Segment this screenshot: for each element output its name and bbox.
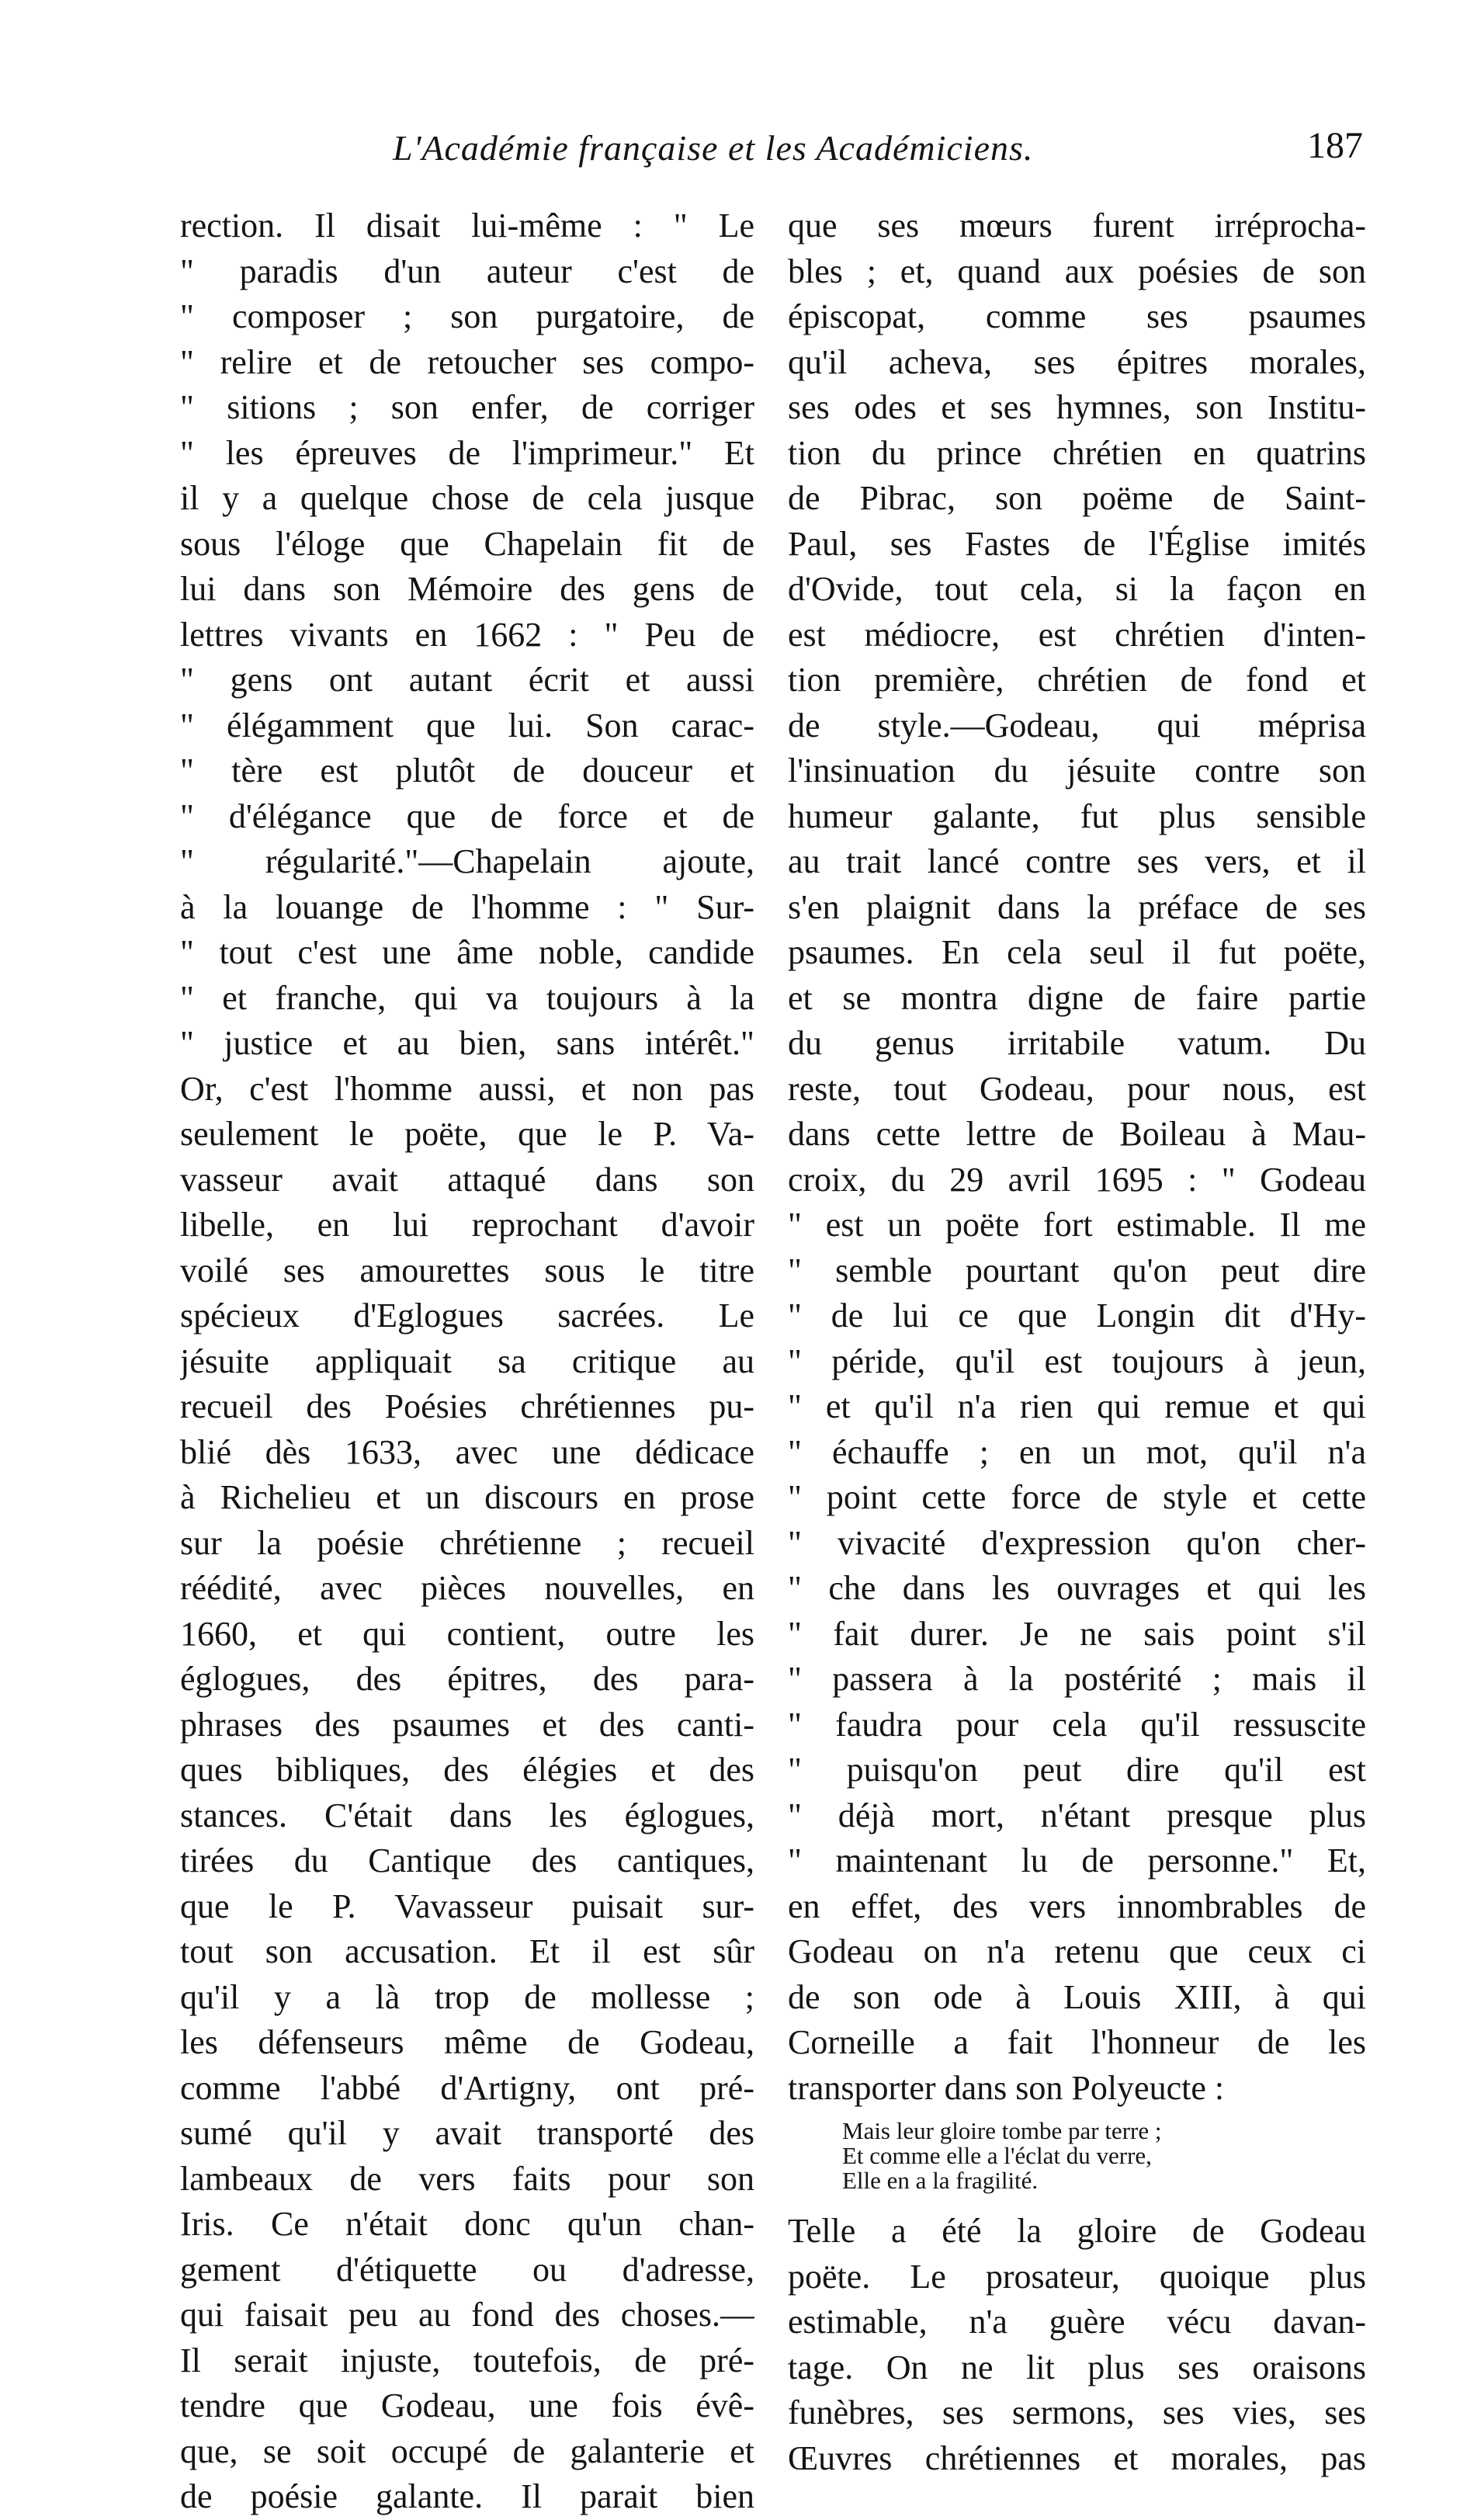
text-line: " et franche, qui va toujours à la bbox=[180, 978, 754, 1017]
text-line: jésuite appliquait sa critique au bbox=[180, 1342, 754, 1380]
text-line: Iris. Ce n'était donc qu'un chan- bbox=[180, 2205, 754, 2243]
text-line: stances. C'était dans les églogues, bbox=[180, 1796, 754, 1834]
text-line: " les épreuves de l'imprimeur." Et bbox=[180, 433, 754, 472]
text-line: tendre que Godeau, une fois évê- bbox=[180, 2386, 754, 2425]
text-line: est médiocre, est chrétien d'inten- bbox=[788, 615, 1366, 654]
text-line: tout son accusation. Et il est sûr bbox=[180, 1932, 754, 1970]
text-line: transporter dans son Polyeucte : bbox=[788, 2068, 1225, 2107]
running-header bbox=[168, 116, 1379, 179]
text-line: s'en plaignit dans la préface de ses bbox=[788, 887, 1366, 926]
text-line: " sitions ; son enfer, de corriger bbox=[180, 388, 754, 426]
verse-line: Et comme elle a l'éclat du verre, bbox=[842, 2142, 1152, 2169]
text-line: gement d'étiquette ou d'adresse, bbox=[180, 2250, 754, 2289]
text-line: au trait lancé contre ses vers, et il bbox=[788, 842, 1366, 880]
text-line: seulement le poëte, que le P. Va- bbox=[180, 1115, 754, 1153]
text-line: " et qu'il n'a rien qui remue et qui bbox=[788, 1387, 1366, 1425]
text-line: de poésie galante. Il parait bien bbox=[180, 2477, 754, 2515]
text-line: tirées du Cantique des cantiques, bbox=[180, 1841, 754, 1880]
running-title: L'Académie française et les Académiciens. bbox=[393, 128, 1034, 168]
text-line: que le P. Vavasseur puisait sur- bbox=[180, 1887, 754, 1925]
text-line: tage. On ne lit plus ses oraisons bbox=[788, 2348, 1366, 2386]
text-line: du genus irritabile vatum. Du bbox=[788, 1024, 1366, 1062]
text-line: psaumes. En cela seul il fut poëte, bbox=[788, 933, 1366, 971]
page-number: 187 bbox=[1307, 125, 1363, 166]
text-line: blié dès 1633, avec une dédicace bbox=[180, 1432, 754, 1471]
text-line: de Pibrac, son poëme de Saint- bbox=[788, 479, 1366, 517]
left-column bbox=[180, 203, 754, 2520]
text-line: ses odes et ses hymnes, son Institu- bbox=[788, 388, 1366, 426]
text-line: de style.—Godeau, qui méprisa bbox=[788, 706, 1366, 745]
text-line: phrases des psaumes et des canti- bbox=[180, 1705, 754, 1744]
text-line: dans cette lettre de Boileau à Mau- bbox=[788, 1115, 1366, 1153]
verse-quote bbox=[842, 2119, 1366, 2193]
text-line: en effet, des vers innombrables de bbox=[788, 1887, 1366, 1925]
text-line: tion première, chrétien de fond et bbox=[788, 661, 1366, 699]
text-line: épiscopat, comme ses psaumes bbox=[788, 297, 1366, 335]
text-line: " composer ; son purgatoire, de bbox=[180, 297, 754, 335]
text-line: poëte. Le prosateur, quoique plus bbox=[788, 2257, 1366, 2296]
text-line: Paul, ses Fastes de l'Église imités bbox=[788, 524, 1366, 563]
text-line: " maintenant lu de personne." Et, bbox=[788, 1841, 1366, 1880]
text-line: spécieux d'Eglogues sacrées. Le bbox=[180, 1296, 754, 1335]
text-line: " échauffe ; en un mot, qu'il n'a bbox=[788, 1432, 1366, 1471]
text-line: réédité, avec pièces nouvelles, en bbox=[180, 1569, 754, 1607]
text-line: à Richelieu et un discours en prose bbox=[180, 1478, 754, 1516]
text-line: " faudra pour cela qu'il ressuscite bbox=[788, 1705, 1366, 1744]
text-line: bles ; et, quand aux poésies de son bbox=[788, 252, 1366, 290]
text-line: sur la poésie chrétienne ; recueil bbox=[180, 1523, 754, 1562]
text-line: " est un poëte fort estimable. Il me bbox=[788, 1206, 1366, 1244]
text-line: " vivacité d'expression qu'on cher- bbox=[788, 1523, 1366, 1562]
text-line: Or, c'est l'homme aussi, et non pas bbox=[180, 1069, 754, 1108]
text-line: que ses mœurs furent irréprocha- bbox=[788, 207, 1366, 245]
text-line: de son ode à Louis XIII, à qui bbox=[788, 1977, 1366, 2016]
text-line: " déjà mort, n'étant presque plus bbox=[788, 1796, 1366, 1834]
text-line: Godeau on n'a retenu que ceux ci bbox=[788, 1932, 1366, 1970]
text-line: croix, du 29 avril 1695 : " Godeau bbox=[788, 1160, 1366, 1199]
text-line: " che dans les ouvrages et qui les bbox=[788, 1569, 1366, 1607]
text-line: " péride, qu'il est toujours à jeun, bbox=[788, 1342, 1366, 1380]
text-line: Corneille a fait l'honneur de les bbox=[788, 2023, 1366, 2061]
text-line: églogues, des épitres, des para- bbox=[180, 1660, 754, 1698]
text-line: sumé qu'il y avait transporté des bbox=[180, 2114, 754, 2152]
text-line: " point cette force de style et cette bbox=[788, 1478, 1366, 1516]
right-column bbox=[788, 203, 1366, 2481]
text-line: tion du prince chrétien en quatrins bbox=[788, 433, 1366, 472]
text-line: " puisqu'on peut dire qu'il est bbox=[788, 1751, 1366, 1789]
text-line: " de lui ce que Longin dit d'Hy- bbox=[788, 1296, 1366, 1335]
text-line: il y a quelque chose de cela jusque bbox=[180, 479, 754, 517]
text-line: " gens ont autant écrit et aussi bbox=[180, 661, 754, 699]
text-line: rection. Il disait lui-même : " Le bbox=[180, 207, 754, 245]
text-line: " élégamment que lui. Son carac- bbox=[180, 706, 754, 745]
verse-line: Mais leur gloire tombe par terre ; bbox=[842, 2117, 1162, 2144]
text-line: libelle, en lui reprochant d'avoir bbox=[180, 1206, 754, 1244]
text-line: lettres vivants en 1662 : " Peu de bbox=[180, 615, 754, 654]
text-line: vasseur avait attaqué dans son bbox=[180, 1160, 754, 1199]
text-line: lambeaux de vers faits pour son bbox=[180, 2159, 754, 2198]
text-line: qu'il y a là trop de mollesse ; bbox=[180, 1977, 754, 2016]
text-line: recueil des Poésies chrétiennes pu- bbox=[180, 1387, 754, 1425]
text-line: l'insinuation du jésuite contre son bbox=[788, 751, 1366, 790]
text-line: les défenseurs même de Godeau, bbox=[180, 2023, 754, 2061]
text-line: Il serait injuste, toutefois, de pré- bbox=[180, 2341, 754, 2379]
text-line: qu'il acheva, ses épitres morales, bbox=[788, 342, 1366, 381]
verse-line: Elle en a la fragilité. bbox=[842, 2167, 1039, 2194]
text-line: qui faisait peu au fond des choses.— bbox=[180, 2296, 754, 2334]
text-line: comme l'abbé d'Artigny, ont pré- bbox=[180, 2068, 754, 2107]
text-line: et se montra digne de faire partie bbox=[788, 978, 1366, 1017]
text-line: sous l'éloge que Chapelain fit de bbox=[180, 524, 754, 563]
text-line: reste, tout Godeau, pour nous, est bbox=[788, 1069, 1366, 1108]
text-line: 1660, et qui contient, outre les bbox=[180, 1614, 754, 1653]
text-line: Telle a été la gloire de Godeau bbox=[788, 2212, 1366, 2250]
text-line: " tère est plutôt de douceur et bbox=[180, 751, 754, 790]
text-line: à la louange de l'homme : " Sur- bbox=[180, 887, 754, 926]
text-line: " paradis d'un auteur c'est de bbox=[180, 252, 754, 290]
text-line: d'Ovide, tout cela, si la façon en bbox=[788, 570, 1366, 608]
text-line: Œuvres chrétiennes et morales, pas bbox=[788, 2438, 1366, 2477]
text-line: lui dans son Mémoire des gens de bbox=[180, 570, 754, 608]
text-line: " régularité."—Chapelain ajoute, bbox=[180, 842, 754, 880]
text-line: " semble pourtant qu'on peut dire bbox=[788, 1251, 1366, 1290]
text-line: voilé ses amourettes sous le titre bbox=[180, 1251, 754, 1290]
text-line: humeur galante, fut plus sensible bbox=[788, 797, 1366, 835]
text-line: " d'élégance que de force et de bbox=[180, 797, 754, 835]
text-line: " relire et de retoucher ses compo- bbox=[180, 342, 754, 381]
text-line: " fait durer. Je ne sais point s'il bbox=[788, 1614, 1366, 1653]
text-line: " passera à la postérité ; mais il bbox=[788, 1660, 1366, 1698]
text-line: que, se soit occupé de galanterie et bbox=[180, 2431, 754, 2470]
text-line: ques bibliques, des élégies et des bbox=[180, 1751, 754, 1789]
text-line: " justice et au bien, sans intérêt." bbox=[180, 1024, 754, 1062]
text-line: funèbres, ses sermons, ses vies, ses bbox=[788, 2393, 1366, 2431]
text-line: estimable, n'a guère vécu davan- bbox=[788, 2303, 1366, 2341]
text-line: " tout c'est une âme noble, candide bbox=[180, 933, 754, 971]
